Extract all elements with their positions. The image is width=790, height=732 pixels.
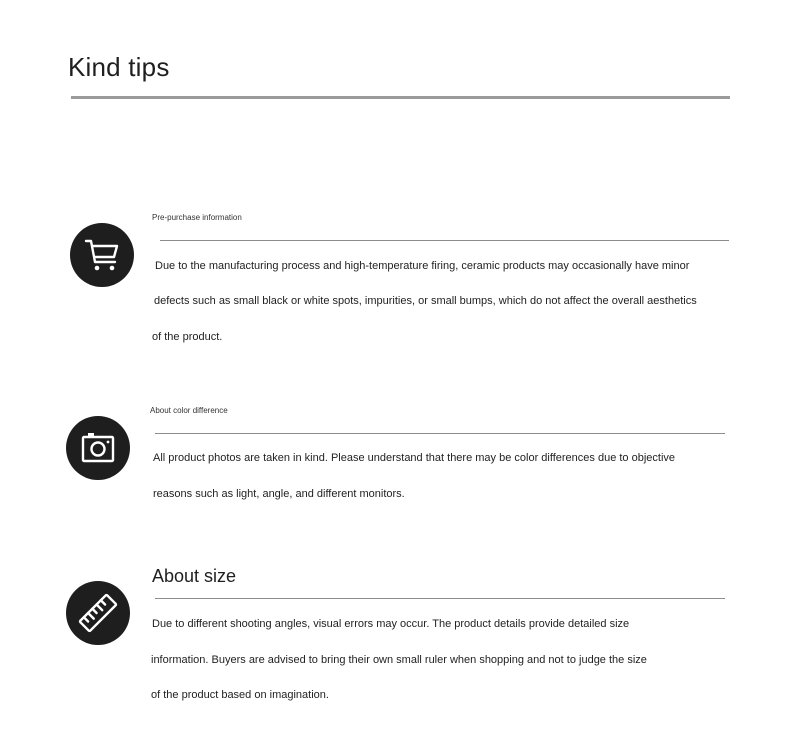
ruler-icon [66,581,130,645]
shopping-cart-icon [70,223,134,287]
section-divider [160,240,729,241]
section-divider [155,598,725,599]
section-heading-size: About size [152,566,237,586]
section-heading-color-difference: About color difference [150,406,228,415]
body-text-line: Due to the manufacturing process and high-temperature firing, ceramic products may occasionally have minor [155,260,690,272]
body-text-line: Due to different shooting angles, visual errors may occur. The product details provide detailed size [152,618,630,630]
body-text-line: reasons such as light, angle, and different monitors. [153,488,405,500]
page-title: Kind tips [68,52,170,82]
section-heading-pre-purchase: Pre-purchase information [152,213,242,222]
title-divider [71,96,730,99]
body-text-line: information. Buyers are advised to bring their own small ruler when shopping and not to judge the size [151,654,647,666]
body-text-line: of the product. [152,331,223,343]
body-text-line: of the product based on imagination. [151,689,329,701]
camera-icon [66,416,130,480]
body-text-line: defects such as small black or white spots, impurities, or small bumps, which do not affect the overall aesthetics [154,295,697,307]
section-divider [155,433,725,434]
body-text-line: All product photos are taken in kind. Please understand that there may be color differences due to objective [153,452,676,464]
